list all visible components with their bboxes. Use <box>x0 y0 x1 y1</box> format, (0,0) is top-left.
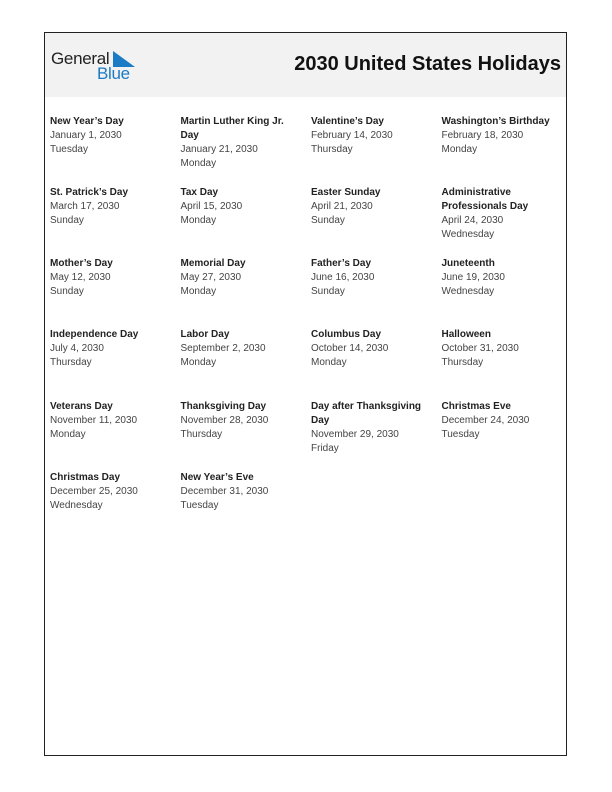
holiday-date: September 2, 2030 <box>180 343 266 354</box>
holiday-name: Independence Day <box>50 329 139 340</box>
holiday-entry <box>50 257 174 299</box>
holiday-name: Christmas Eve <box>441 401 511 412</box>
holiday-entry <box>311 257 435 299</box>
holiday-weekday: Monday <box>180 286 217 297</box>
page-frame <box>44 32 567 756</box>
holiday-entry <box>442 186 566 242</box>
holiday-date: June 16, 2030 <box>311 272 375 283</box>
holiday-entry <box>442 115 566 157</box>
logo-blue-text: Blue <box>97 64 130 83</box>
holiday-entry <box>50 186 174 228</box>
holiday-weekday: Monday <box>311 357 347 368</box>
holiday-entry <box>181 115 305 171</box>
holiday-name: Administrative Professionals Day <box>441 187 529 212</box>
holiday-weekday: Wednesday <box>50 500 103 511</box>
holiday-entry <box>311 186 435 228</box>
holiday-name: Labor Day <box>180 329 230 340</box>
holiday-weekday: Thursday <box>180 429 223 440</box>
holiday-weekday: Thursday <box>50 357 92 368</box>
holiday-name: Day after Thanksgiving Day <box>311 401 422 426</box>
holiday-name: Mother’s Day <box>50 258 113 269</box>
holiday-entry <box>311 328 435 370</box>
holiday-name: St. Patrick’s Day <box>50 187 129 198</box>
holiday-date: February 18, 2030 <box>441 130 524 141</box>
holiday-entry <box>181 471 305 513</box>
holiday-entry <box>442 257 566 299</box>
holiday-weekday: Sunday <box>311 215 345 226</box>
holiday-entry <box>50 471 174 513</box>
holiday-name: Veterans Day <box>50 401 113 412</box>
holiday-weekday: Monday <box>180 215 217 226</box>
holiday-entry <box>181 400 305 442</box>
holiday-entry <box>442 400 566 442</box>
holiday-weekday: Thursday <box>311 144 353 155</box>
holiday-entry <box>181 257 305 299</box>
holiday-date: May 12, 2030 <box>50 272 111 283</box>
holiday-name: Thanksgiving Day <box>180 401 267 412</box>
logo-general-text: General <box>51 49 110 68</box>
holiday-weekday: Sunday <box>311 286 345 297</box>
holiday-name: Martin Luther King Jr. Day <box>180 116 284 141</box>
holiday-date: November 11, 2030 <box>50 415 138 426</box>
holiday-date: January 21, 2030 <box>180 144 258 155</box>
holiday-weekday: Wednesday <box>441 229 495 240</box>
holiday-date: December 24, 2030 <box>441 415 530 426</box>
page-title: 2030 United States Holidays <box>294 53 561 75</box>
holiday-name: New Year’s Day <box>50 116 124 127</box>
holiday-weekday: Friday <box>311 443 339 454</box>
holiday-entry <box>311 400 435 456</box>
holiday-entry <box>50 115 174 157</box>
holiday-entry <box>50 400 174 442</box>
holiday-name: Tax Day <box>180 187 219 198</box>
holiday-date: October 14, 2030 <box>311 343 389 354</box>
holiday-date: November 28, 2030 <box>180 415 269 426</box>
holiday-weekday: Tuesday <box>441 429 480 440</box>
holiday-name: Halloween <box>441 329 491 340</box>
holiday-date: March 17, 2030 <box>50 201 120 212</box>
holiday-name: Father’s Day <box>311 258 372 269</box>
holiday-weekday: Monday <box>50 429 86 440</box>
holiday-name: Juneteenth <box>441 258 495 269</box>
holiday-date: February 14, 2030 <box>311 130 393 141</box>
holiday-name: Christmas Day <box>50 472 121 483</box>
holiday-weekday: Sunday <box>50 215 84 226</box>
holiday-date: July 4, 2030 <box>50 343 104 354</box>
holiday-name: Columbus Day <box>311 329 382 340</box>
holiday-date: April 15, 2030 <box>180 201 243 212</box>
header-band <box>45 33 566 97</box>
holiday-weekday: Monday <box>180 357 217 368</box>
holiday-date: June 19, 2030 <box>441 272 505 283</box>
holiday-name: Valentine’s Day <box>311 116 384 127</box>
holiday-date: October 31, 2030 <box>441 343 519 354</box>
holiday-name: New Year’s Eve <box>180 472 254 483</box>
holiday-entry <box>442 328 566 370</box>
holiday-date: December 25, 2030 <box>50 486 138 497</box>
holiday-weekday: Monday <box>441 144 478 155</box>
holiday-entry <box>311 115 435 157</box>
holiday-weekday: Tuesday <box>180 500 219 511</box>
holiday-entry <box>181 328 305 370</box>
holiday-date: April 21, 2030 <box>311 201 373 212</box>
holiday-weekday: Monday <box>180 158 217 169</box>
holiday-entry <box>50 328 174 370</box>
holiday-date: December 31, 2030 <box>180 486 269 497</box>
holiday-name: Memorial Day <box>180 258 246 269</box>
holiday-weekday: Sunday <box>50 286 84 297</box>
holiday-date: November 29, 2030 <box>311 429 399 440</box>
holiday-weekday: Tuesday <box>50 144 88 155</box>
holiday-date: April 24, 2030 <box>441 215 504 226</box>
holiday-date: January 1, 2030 <box>50 130 122 141</box>
holiday-name: Washington’s Birthday <box>441 116 550 127</box>
holiday-name: Easter Sunday <box>311 187 381 198</box>
holiday-weekday: Thursday <box>441 357 484 368</box>
holiday-date: May 27, 2030 <box>180 272 242 283</box>
holiday-weekday: Wednesday <box>441 286 495 297</box>
holiday-entry <box>181 186 305 228</box>
generalblue-logo <box>51 49 141 83</box>
